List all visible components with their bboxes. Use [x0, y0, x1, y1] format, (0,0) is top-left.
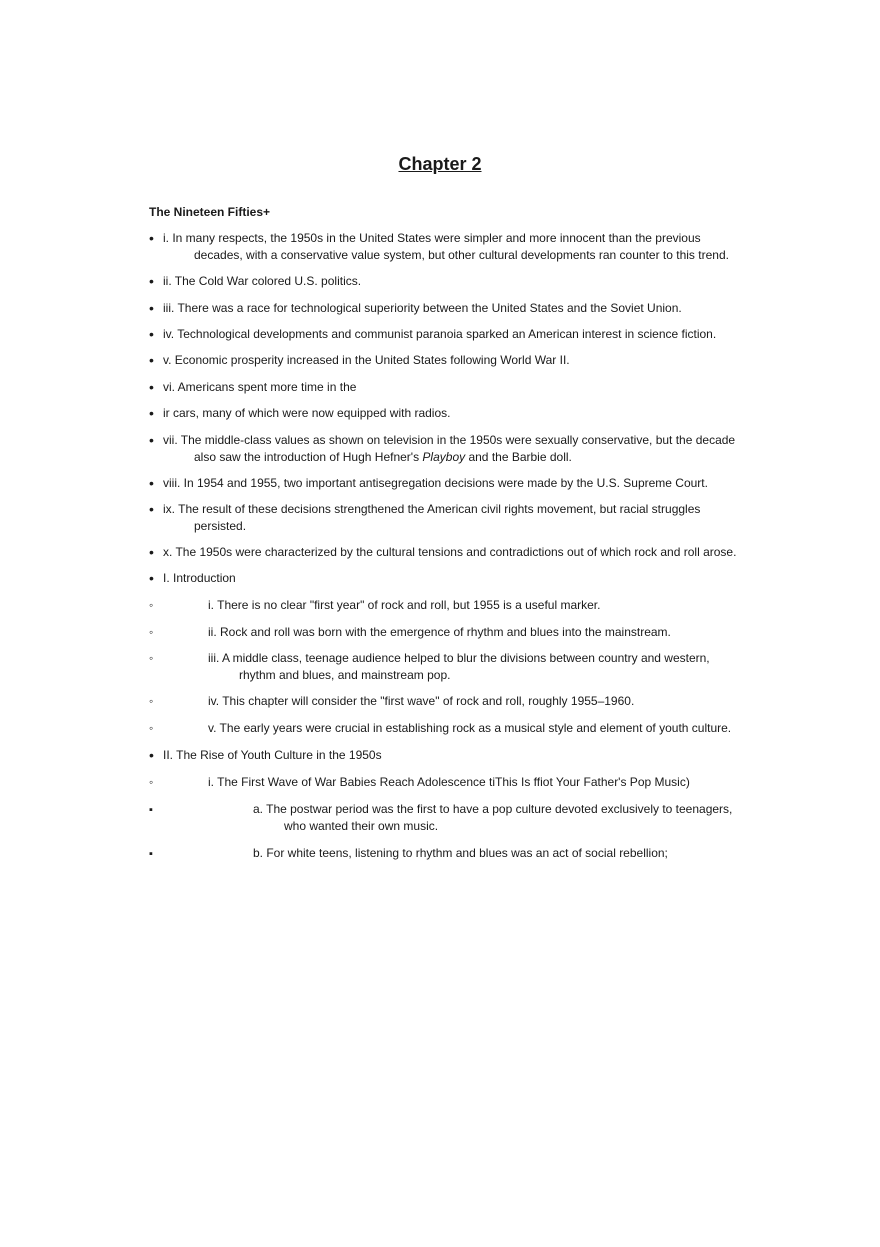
list-item: [149, 845, 739, 862]
bullet-circle-icon: [149, 597, 161, 614]
bullet-disc-icon: [149, 230, 161, 248]
bullet-disc-icon: [149, 747, 161, 765]
list-item-text: viii. In 1954 and 1955, two important antisegregation decisions were made by the U.S. Supreme Court.: [163, 476, 708, 490]
list-item: [149, 774, 739, 791]
list-item-text: II. The Rise of Youth Culture in the 1950s: [163, 748, 382, 762]
list-item-text: ii. The Cold War colored U.S. politics.: [163, 274, 362, 288]
chapter-title: Chapter 2: [398, 154, 482, 174]
bullet-disc-icon: [149, 570, 161, 588]
list-item: [149, 501, 739, 535]
list-item-text: a. The postwar period was the first to have a pop culture devoted exclusively to teenagers, who wanted their own music.: [253, 802, 733, 833]
bullet-circle-icon: [149, 693, 161, 710]
list-item: [149, 747, 739, 764]
bullet-circle-icon: [149, 774, 161, 791]
list-item-text: i. In many respects, the 1950s in the United States were simpler and more innocent than the previous decades, with a conservative value system, but other cultural developments ran counter to this trend.: [163, 231, 729, 262]
list-item: [149, 544, 739, 561]
bullet-disc-icon: [149, 326, 161, 344]
list-item: [149, 475, 739, 492]
list-item-text: iii. A middle class, teenage audience helped to blur the divisions between country and western, rhythm and blues, and mainstream pop.: [208, 651, 710, 682]
list-item-text: v. The early years were crucial in establishing rock as a musical style and element of youth culture.: [208, 721, 732, 735]
list-item: [149, 300, 739, 317]
bullet-circle-icon: [149, 720, 161, 737]
list-item: [149, 379, 739, 396]
list-item: [149, 650, 739, 684]
list-item-text: b. For white teens, listening to rhythm and blues was an act of social rebellion;: [253, 846, 668, 860]
list-item: [149, 801, 739, 835]
list-item: [149, 624, 739, 641]
bullet-disc-icon: [149, 432, 161, 450]
list-item-text: iv. Technological developments and communist paranoia sparked an American interest in science fiction.: [163, 327, 717, 341]
bullet-square-icon: [149, 845, 161, 863]
bullet-circle-icon: [149, 624, 161, 641]
list-item-text: ii. Rock and roll was born with the emergence of rhythm and blues into the mainstream.: [208, 625, 671, 639]
bullet-disc-icon: [149, 379, 161, 397]
bullet-square-icon: [149, 801, 161, 819]
list-item: [149, 273, 739, 290]
list-item-text: vii. The middle-class values as shown on television in the 1950s were sexually conservative, but the decade also saw the introduction of Hugh Hefner's Playboy and the Barbie doll.: [163, 433, 736, 464]
bullet-disc-icon: [149, 544, 161, 562]
list-item-text: i. There is no clear "first year" of rock and roll, but 1955 is a useful marker.: [208, 598, 601, 612]
bullet-disc-icon: [149, 352, 161, 370]
list-item: [149, 570, 739, 587]
list-item: [149, 720, 739, 737]
list-item: [149, 405, 739, 422]
list-item-text: i. The First Wave of War Babies Reach Adolescence tiThis Is ffiot Your Father's Pop Music): [208, 775, 690, 789]
outline-list: [149, 230, 739, 862]
section-heading: The Nineteen Fifties+: [149, 205, 271, 219]
bullet-disc-icon: [149, 273, 161, 291]
list-item-text: v. Economic prosperity increased in the United States following World War II.: [163, 353, 570, 367]
bullet-disc-icon: [149, 475, 161, 493]
list-item-text: vi. Americans spent more time in the: [163, 380, 357, 394]
list-item: [149, 432, 739, 466]
list-item: [149, 597, 739, 614]
bullet-circle-icon: [149, 650, 161, 667]
list-item: [149, 326, 739, 343]
list-item-text: iv. This chapter will consider the "first wave" of rock and roll, roughly 1955–1960.: [208, 694, 635, 708]
bullet-disc-icon: [149, 300, 161, 318]
magazine-title: Playboy: [422, 450, 466, 464]
list-item-text: ix. The result of these decisions strengthened the American civil rights movement, but racial struggles persisted.: [163, 502, 701, 533]
bullet-disc-icon: [149, 405, 161, 423]
list-item: [149, 693, 739, 710]
list-item: [149, 352, 739, 369]
list-item-text: iii. There was a race for technological superiority between the United States and the Soviet Union.: [163, 301, 682, 315]
bullet-disc-icon: [149, 501, 161, 519]
list-item-text: x. The 1950s were characterized by the cultural tensions and contradictions out of which rock and roll arose.: [163, 545, 737, 559]
list-item-text: I. Introduction: [163, 571, 236, 585]
list-item-text: ir cars, many of which were now equipped with radios.: [163, 406, 451, 420]
list-item: [149, 230, 739, 264]
